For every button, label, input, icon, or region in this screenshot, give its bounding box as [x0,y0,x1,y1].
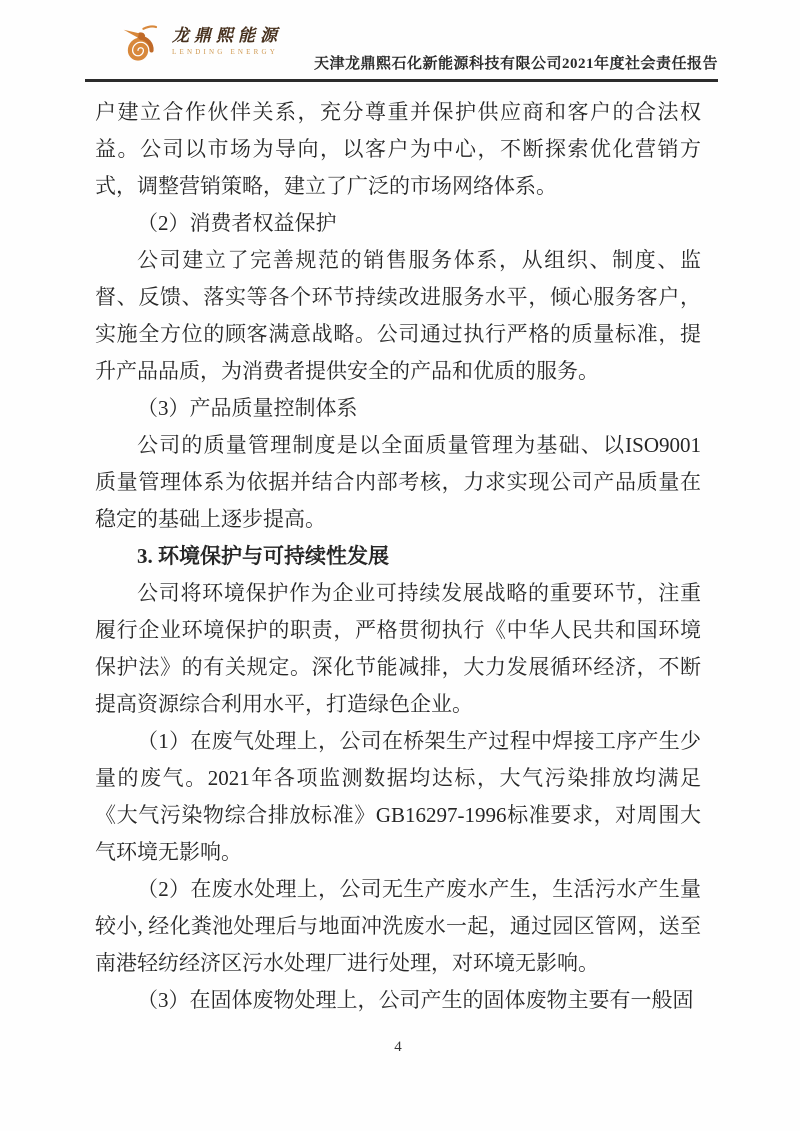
dragon-spiral-icon [111,16,165,74]
logo-text-block [172,27,282,62]
paragraph: （3）在固体废物处理上，公司产生的固体废物主要有一般固 [137,988,694,1012]
document-body [95,94,701,1019]
subheading-product-quality: （3）产品质量控制体系 [137,396,358,420]
brand-name-chinese: 龙鼎熙能源 [172,26,282,46]
paragraph: 公司将环境保护作为企业可持续发展战略的重要环节，注重履行企业环境保护的职责，严格贯彻执行《中华人民共和国环境保护法》的有关规定。深化节能减排，大力发展循环经济，不断提高资源综合利用水平，打造绿色企业。 [95,581,701,716]
brand-name-english: LENDING ENERGY [172,48,279,56]
header-report-title: 天津龙鼎熙石化新能源科技有限公司2021年度社会责任报告 [313,56,718,72]
subheading-consumer-rights: （2）消费者权益保护 [137,211,337,235]
section-heading-environment: 3. 环境保护与可持续性发展 [137,544,389,568]
page-number: 4 [394,1039,402,1055]
company-logo [111,16,282,74]
page-header [85,16,718,82]
dragon-snout [124,30,139,38]
paragraph: （1）在废气处理上，公司在桥架生产过程中焊接工序产生少量的废气。2021年各项监测数据均达标，大气污染排放均满足《大气污染物综合排放标准》GB16297-1996标准要求，对周围大气环境无影响。 [95,729,701,864]
dragon-whisker [143,26,156,28]
paragraph: （2）在废水处理上，公司无生产废水产生，生活污水产生量较小, 经化粪池处理后与地面冲洗废水一起，通过园区管网，送至南港轻纺经济区污水处理厂进行处理，对环境无影响。 [95,877,701,975]
paragraph: 公司建立了完善规范的销售服务体系，从组织、制度、监督、反馈、落实等各个环节持续改进服务水平，倾心服务客户，实施全方位的顾客满意战略。公司通过执行严格的质量标准，提升产品品质，为消费者提供安全的产品和优质的服务。 [95,248,701,383]
paragraph: 公司的质量管理制度是以全面质量管理为基础、以ISO9001 质量管理体系为依据并结合内部考核，力求实现公司产品质量在稳定的基础上逐步提高。 [95,433,701,531]
paragraph: 户建立合作伙伴关系，充分尊重并保护供应商和客户的合法权益。公司以市场为导向，以客户为中心，不断探索优化营销方式，调整营销策略，建立了广泛的市场网络体系。 [95,100,701,198]
